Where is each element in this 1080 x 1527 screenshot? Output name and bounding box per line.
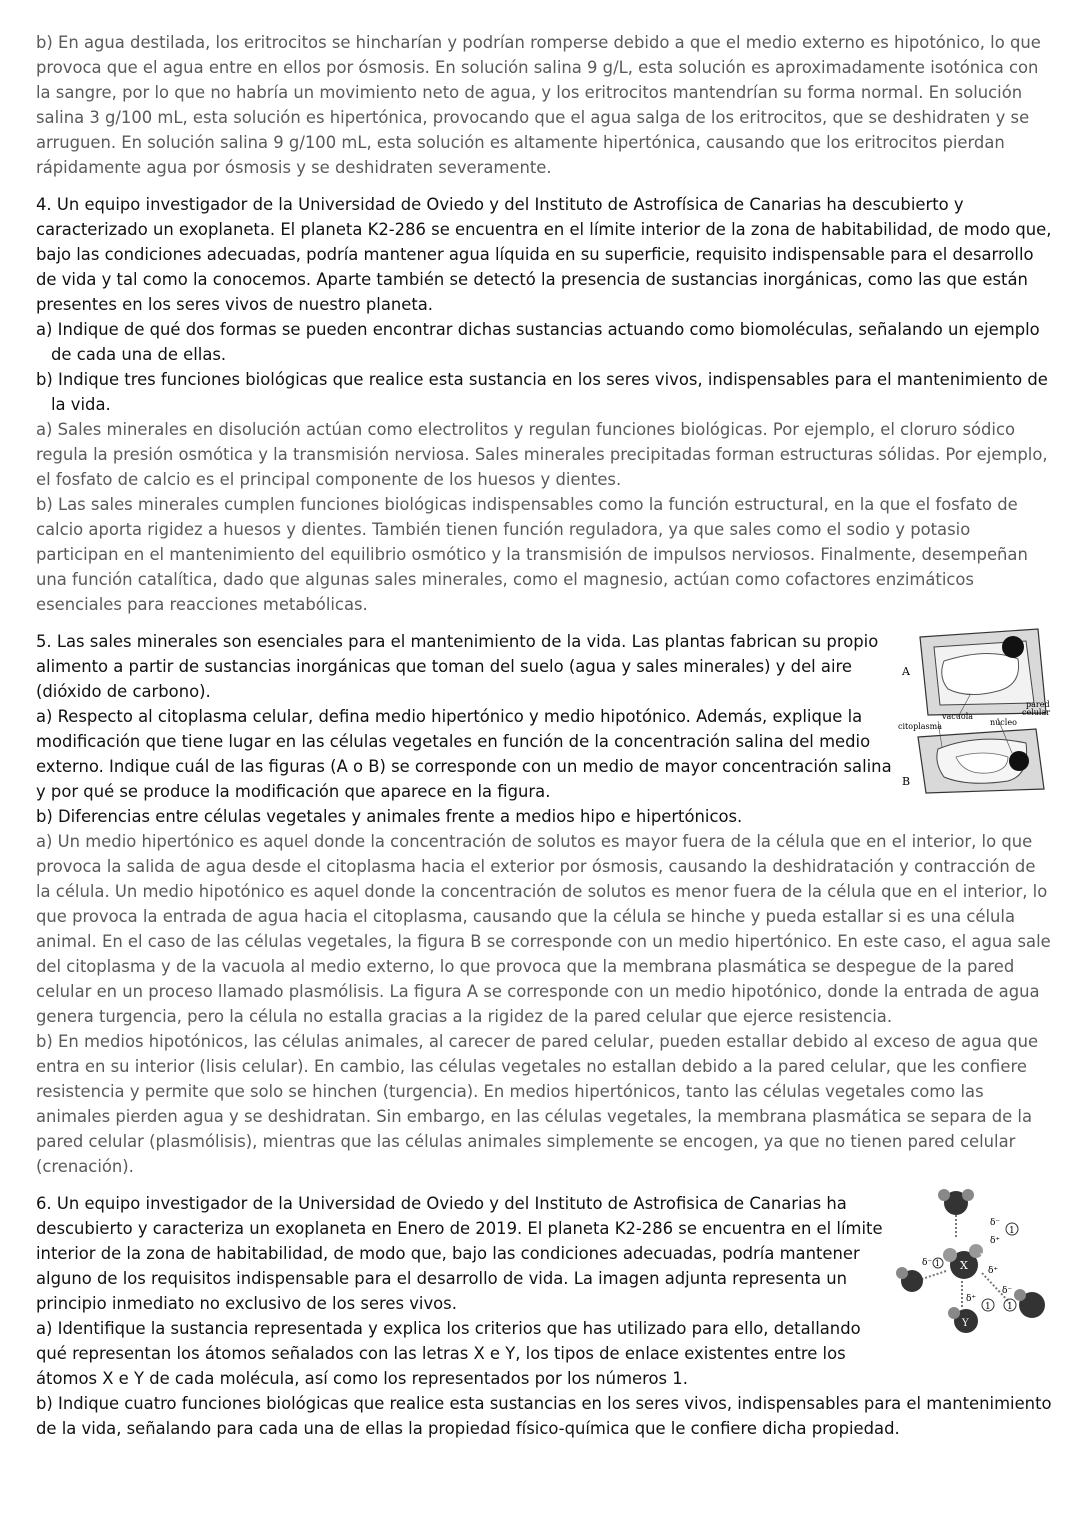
plant-cell-figure: [898, 625, 1054, 795]
atom-y-label: Y: [980, 1253, 987, 1264]
cell-b-drawing: [918, 729, 1044, 793]
figure-label-b: B: [902, 775, 911, 788]
q6-part-b: b) Indique cuatro funciones biológicas que realice esta sustancias en los seres vivos, indispensables para el mantenimiento de la vida, señalando para cada una de ellas la propiedad físico-química que le confiere dicha propiedad.: [36, 1394, 1052, 1438]
document-page: [36, 30, 1052, 1441]
q4-answer-b: b) Las sales minerales cumplen funciones biológicas indispensables como la función estructural, en la que el fosfato de calcio aporta rigidez a huesos y dientes. También tienen función reguladora, ya que sales como el sodio y potasio participan en el mantenimiento del equilibrio osmótico y la transmisión de impulsos nerviosos. Finalmente, desempeñan una función catalítica, dado que algunas sales minerales, como el magnesio, actúan como cofactores enzimáticos esenciales para reacciones metabólicas.: [36, 495, 1028, 614]
q5-part-b: b) Diferencias entre células vegetales y animales frente a medios hipo e hipertónicos.: [36, 807, 743, 826]
atom-x-label: X: [960, 1259, 968, 1272]
molecule-bottom: [948, 1307, 978, 1333]
figure-label-a: A: [902, 665, 910, 678]
delta-minus-label: δ⁻: [1002, 1286, 1013, 1296]
molecule-left: [896, 1267, 923, 1292]
delta-plus-label: δ⁺: [966, 1294, 977, 1304]
q5-answer-b: b) En medios hipotónicos, las células animales, al carecer de pared celular, pueden estallar debido al exceso de agua que entra en su interior (lisis celular). En cambio, las células vegetales no estallan debido a la pared celular, que les confiere resistencia y permite que solo se hinchen (turgencia). En medios hipertónicos, tanto las células vegetales como las animales pierden agua y se deshidratan. Sin embargo, en las células vegetales, la membrana plasmática se separa de la pared celular (plasmólisis), mientras que las células animales simplemente se encogen, ya que no tienen pared celular (crenación).: [36, 1032, 1039, 1176]
bond-number-label: 1: [1007, 1302, 1013, 1312]
label-vacuole: vacuola: [942, 712, 974, 721]
q5-statement: 5. Las sales minerales son esenciales para el mantenimiento de la vida. Las plantas fabrican su propio alimento a partir de sustancias inorgánicas que toman del suelo (agua y sales minerales) y del aire (dióxido de carbono).: [36, 632, 879, 701]
bond-number-label: 1: [1009, 1226, 1015, 1236]
label-wall-2: celular: [1022, 708, 1051, 717]
delta-minus-label: δ⁻: [922, 1258, 933, 1268]
label-cytoplasm: citoplasma: [898, 722, 942, 731]
q5-block: [36, 629, 1052, 804]
label-wall-1: pared: [1026, 700, 1050, 709]
bond-number-label: 1: [935, 1259, 941, 1268]
delta-plus-label: δ⁺: [988, 1266, 999, 1276]
q6-block: [36, 1191, 1052, 1391]
q4-answer-a: a) Sales minerales en disolución actúan como electrolitos y regulan funciones biológicas. Por ejemplo, el cloruro sódico regula la presión osmótica y la transmisión nerviosa. Sales minerales precipitadas forman estructuras sólidas. Por ejemplo, el fosfato de calcio es el principal componente de los huesos y dientes.: [36, 420, 1048, 489]
molecule-top: [938, 1189, 974, 1215]
delta-minus-label: δ⁻: [990, 1218, 1001, 1228]
q6-statement: 6. Un equipo investigador de la Universidad de Oviedo y del Instituto de Astrofisica de Canarias ha descubierto y caracteriza un exoplaneta en Enero de 2019. El planeta K2-286 se encuentra en el límite interior de la zona de habitabilidad, de modo que, bajo las condiciones adecuadas, podría mantener alguno de los requisitos indispensable para el desarrollo de vida. La imagen adjunta representa un principio inmediato no exclusivo de los seres vivos.: [36, 1194, 883, 1313]
molecule-right: [1014, 1289, 1045, 1318]
bond-number-label: 1: [985, 1302, 991, 1312]
molecule-center: [943, 1244, 987, 1279]
water-molecules-figure: [892, 1189, 1052, 1339]
delta-plus-label: δ⁺: [990, 1236, 1001, 1246]
atom-y-label-bottom: Y: [962, 1318, 969, 1329]
q4-statement: 4. Un equipo investigador de la Universidad de Oviedo y del Instituto de Astrofísica de Canarias ha descubierto y caracterizado un exoplaneta. El planeta K2-286 se encuentra en el límite interior de la zona de habitabilidad, de modo que, bajo las condiciones adecuadas, podría mantener agua líquida en su superficie, requisito indispensable para el desarrollo de vida y tal como la conocemos. Aparte también se detectó la presencia de sustancias inorgánicas, como las que están presentes en los seres vivos de nuestro planeta.: [36, 195, 1052, 314]
q5-part-a: a) Respecto al citoplasma celular, defina medio hipertónico y medio hipotónico. Además, explique la modificación que tiene lugar en las células vegetales en función de la concentración salina del medio externo. Indique cuál de las figuras (A o B) se corresponde con un medio de mayor concentración salina y por qué se produce la modificación que aparece en la figura.: [36, 707, 892, 801]
label-nucleus: núcleo: [990, 718, 1017, 727]
q4-part-a: a) Indique de qué dos formas se pueden encontrar dichas sustancias actuando como biomoléculas, señalando un ejemplo de cada una de ellas.: [36, 320, 1040, 364]
q3-answer-b: b) En agua destilada, los eritrocitos se hincharían y podrían romperse debido a que el medio externo es hipotónico, lo que provoca que el agua entre en ellos por ósmosis. En solución salina 9 g/L, esta solución es aproximadamente isotónica con la sangre, por lo que no habría un movimiento neto de agua, y los eritrocitos mantendrían su forma normal. En solución salina 3 g/100 mL, esta solución es hipertónica, provocando que el agua salga de los eritrocitos, que se deshidraten y se arruguen. En solución salina 9 g/100 mL, esta solución es altamente hipertónica, causando que los eritrocitos pierdan rápidamente agua por ósmosis y se deshidraten severamente.: [36, 33, 1041, 177]
q4-part-b: b) Indique tres funciones biológicas que realice esta sustancia en los seres vivos, indispensables para el mantenimiento de la vida.: [36, 370, 1048, 414]
q5-answer-a: a) Un medio hipertónico es aquel donde la concentración de solutos es mayor fuera de la célula que en el interior, lo que provoca la salida de agua desde el citoplasma hacia el exterior por ósmosis, causando la deshidratación y contracción de la célula. Un medio hipotónico es aquel donde la concentración de solutos es menor fuera de la célula que en el interior, lo que provoca la entrada de agua hacia el citoplasma, causando que la célula se hinche y pueda estallar si es una célula animal. En el caso de las células vegetales, la figura B se corresponde con un medio hipertónico. En este caso, el agua sale del citoplasma y de la vacuola al medio externo, lo que provoca que la membrana plasmática se despegue de la pared celular en un proceso llamado plasmólisis. La figura A se corresponde con un medio hipotónico, donde la entrada de agua genera turgencia, pero la célula no estalla gracias a la rigidez de la pared celular que ejerce resistencia.: [36, 832, 1051, 1026]
q6-part-a: a) Identifique la sustancia representada y explica los criterios que has utilizado para ello, detallando qué representan los átomos señalados con las letras X e Y, los tipos de enlace existentes entre los átomos X e Y de cada molécula, así como los representados por los números 1.: [36, 1319, 861, 1388]
